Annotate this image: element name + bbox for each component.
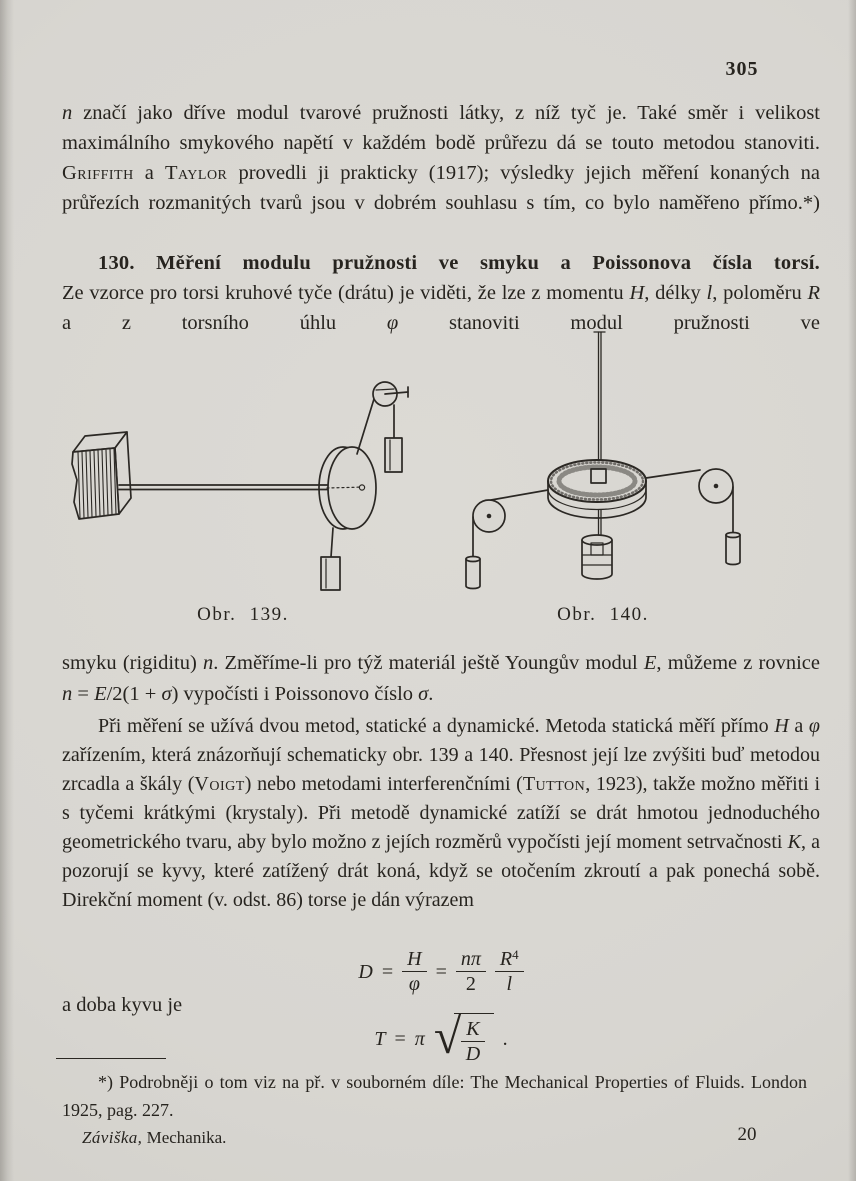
equals-sign: = xyxy=(381,960,394,983)
equals-sign: = xyxy=(394,1027,406,1050)
footnote-rule xyxy=(56,1058,166,1059)
footer-page-number: 20 xyxy=(737,1124,757,1145)
fraction-npi-2: $\frac{n\pi}{2}$ xyxy=(456,948,486,995)
paragraph-rigidity: smyku (rigiditu) n. Změříme-li pro týž materiál ještě Youngův modul E, můžeme z rovnice n = E/2(1 + σ) vypočísti i Poissonovo číslo σ. xyxy=(62,652,821,705)
figure-139-drawing xyxy=(65,328,457,604)
between-formulas-text: a doba kyvu je xyxy=(62,994,183,1016)
fraction-R4-l: $\frac{R^4}{l}$ xyxy=(495,948,524,995)
formula-period-of-swing xyxy=(62,1008,820,1065)
paragraph-lead-in: Ze vzorce pro torsi kruhové tyče (drátu) je viděti, že lze z momentu H, délky l, poloměru R a z torsního úhlu φ stanoviti modul pružnosti ve xyxy=(62,282,820,334)
paragraph-intro: n značí jako dříve modul tvarové pružnosti látky, z níž tyč je. Také směr i velikost maximálního smykového napětí v každém bodě průřezu dá se touto metodou stanoviti. Griffith a Taylor provedli ji prakticky (1917); výsledky jejich měření konaných na průřezích rozmanitých tvarů jsou v dobrém souhlasu s tím, co bylo naměřeno přímo.*) xyxy=(62,102,820,214)
radical-sign: √ xyxy=(433,1008,462,1064)
figure-140-drawing xyxy=(450,328,786,604)
figure-140-caption: Obr. 140. xyxy=(557,604,649,625)
footer-author: Záviška, xyxy=(82,1128,143,1147)
page-number: 305 xyxy=(725,58,759,80)
figure-140 xyxy=(450,328,786,604)
fraction-H-phi: $\frac{H}{\varphi}$ xyxy=(402,948,426,995)
formula-lhs: D xyxy=(358,960,373,983)
paragraph-methods: Při měření se užívá dvou metod, statické a dynamické. Metoda statická měří přímo H a φ zařízením, která znázorňují schematicky obr. 139 a 140. Přesnost její lze zvýšiti buď metodou zrcadla a škály (Voigt) nebo metodami interferenčními (Tutton, 1923), takže možno měřiti i s tyčemi krátkými (krystaly). Při metodě dynamické zatíží se drát hmotou jednoduchého geometrického tvaru, aby bylo možno z jejích rozměrů vypočísti její moment setrvačnosti K, a pozorují se kyvy, které zatížený drát koná, když se otočením zkroutí a pak ponechá sobě. Direkční moment (v. odst. 86) torse je dán výrazem xyxy=(62,715,821,911)
footer-book-title xyxy=(82,1128,226,1148)
footer-work: Mechanika. xyxy=(146,1128,227,1147)
formula-lhs: T xyxy=(374,1027,386,1050)
figure-139 xyxy=(65,328,457,604)
figure-139-caption: Obr. 139. xyxy=(197,604,289,625)
pi-symbol: π xyxy=(414,1027,425,1050)
formula-direction-moment xyxy=(62,948,820,995)
period: . xyxy=(502,1027,508,1050)
fraction-K-D: $\frac{K}{D}$ xyxy=(461,1018,484,1065)
section-heading: 130. Měření modulu pružnosti ve smyku a Poissonova čísla torsí. xyxy=(98,252,820,274)
square-root xyxy=(433,1008,494,1065)
footnote: *) Podrobněji o tom viz na př. v souborném díle: The Mechanical Properties of Fluids. London 1925, pag. 227. xyxy=(62,1072,807,1120)
equals-sign: = xyxy=(435,960,447,983)
